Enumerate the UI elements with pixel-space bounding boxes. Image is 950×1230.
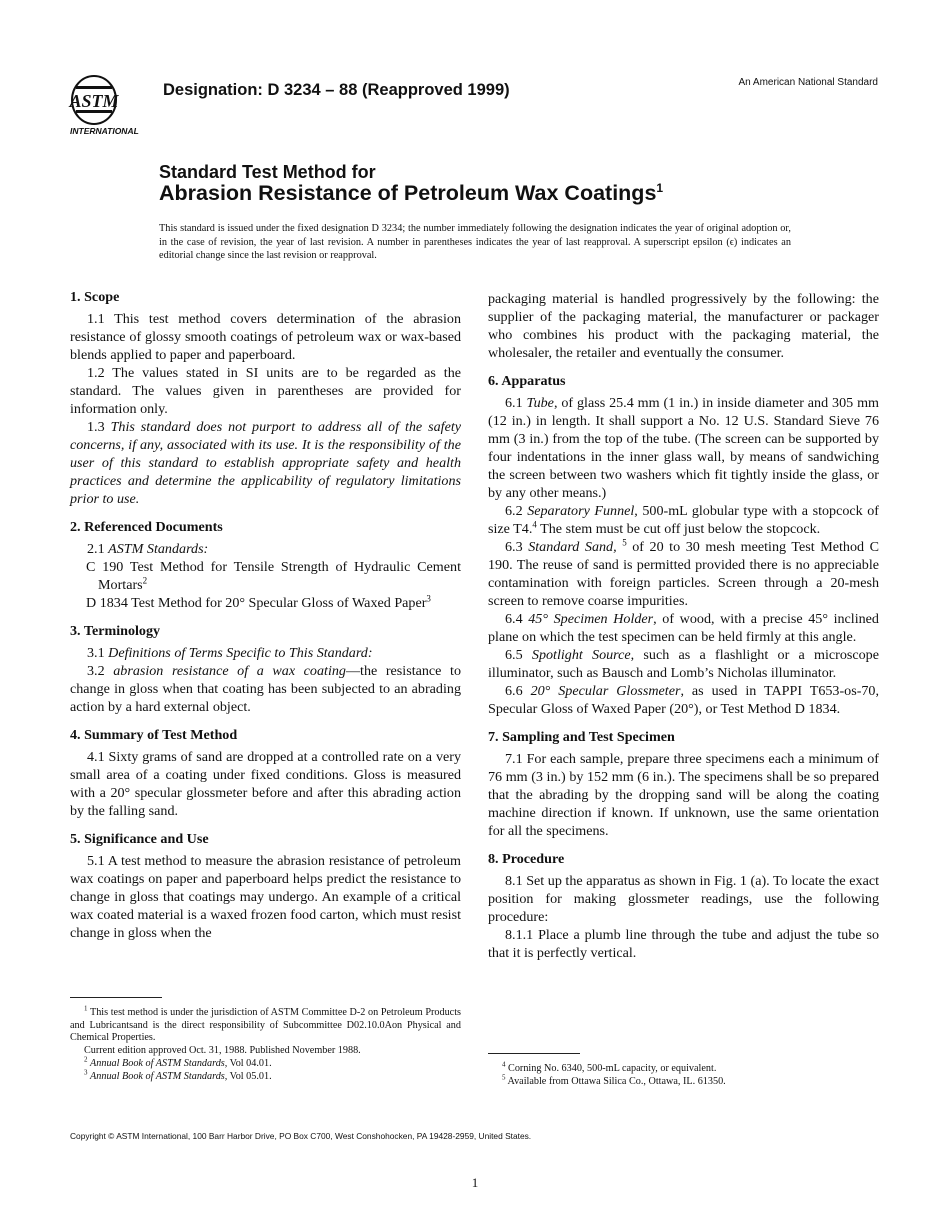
logo-subtext: INTERNATIONAL [70,126,139,136]
copyright-notice: Copyright © ASTM International, 100 Barr Harbor Drive, PO Box C700, West Conshohocken, PA 19428-2959, United States. [70,1131,532,1141]
footnote-4: $^4$ Corning No. 6340, 500-mL capacity, or equivalent. [502,1060,717,1074]
footnote-2: $^2$ Annual Book of ASTM Standards, Vol 04.01. [84,1055,272,1069]
reference-c190: C 190 Test Method for Tensile Strength of Hydraulic Cement Mortars$^2$ [86,559,461,593]
section-heading-scope: 1. Scope [70,289,120,305]
paragraph-8-1: 8.1 Set up the apparatus as shown in Fig. 1 (a). To locate the exact position for making glossmeter readings, use the following procedure: [488,873,879,925]
right-column [488,290,879,962]
designation: Designation: D 3234 – 88 (Reapproved 1999) [163,81,510,99]
paragraph-1-2: 1.2 The values stated in SI units are to be regarded as the standard. The values given in parentheses are provided for information only. [70,365,461,417]
section-heading-summary: 4. Summary of Test Method [70,727,238,743]
section-heading-significance: 5. Significance and Use [70,831,209,847]
footnote-divider-right [488,1053,580,1054]
reference-d1834: D 1834 Test Method for 20° Specular Gloss of Waxed Paper$^3$ [86,593,431,611]
section-heading-sampling: 7. Sampling and Test Specimen [488,729,675,745]
footnotes-right [488,1060,879,1088]
section-heading-terminology: 3. Terminology [70,623,161,639]
section-heading-procedure: 8. Procedure [488,851,565,867]
title-main: Abrasion Resistance of Petroleum Wax Coatings [159,181,657,206]
paragraph-8-1-1: 8.1.1 Place a plumb line through the tube and adjust the tube so that it is perfectly vertical. [488,927,879,961]
title-line-2 [159,181,663,206]
paragraph-4-1: 4.1 Sixty grams of sand are dropped at a controlled rate on a very small area of a coating under fixed conditions. Gloss is measured with a 20° specular glossmeter before and after this abrading action by the falling sand. [70,749,461,819]
paragraph-6-1: 6.1 Tube, of glass 25.4 mm (1 in.) in inside diameter and 305 mm (12 in.) in length. It shall support a No. 12 U.S. Standard Sieve 76 mm (3 in.) from the top of the tube. (The screen can be supported by four indentations in the inner glass wall, by means of sandwiching the screen between two washers which fit tightly inside the glass, or by any other means.) [488,395,879,501]
footnote-divider-left [70,997,162,998]
left-column [70,288,461,942]
footnotes-left [70,1004,461,1083]
paragraph-6-6: 6.6 20° Specular Glossmeter, as used in TAPPI T653-os-70, Specular Gloss of Waxed Paper (20°), or Test Method D 1834. [488,683,880,717]
title-line-1: Standard Test Method for [159,162,376,182]
paragraph-2-1: 2.1 ASTM Standards: [87,541,209,557]
paragraph-6-5: 6.5 Spotlight Source, such as a flashlight or a microscope illuminator, such as Bausch and Lomb’s Nicholas illuminator. [488,647,879,681]
paragraph-6-3: 6.3 Standard Sand, $^5$ of 20 to 30 mesh meeting Test Method C 190. The reuse of sand is permitted provided there is no appreciable contamination with foreign particles. Screen through a 20-mesh screen to remove coarse impurities. [488,537,879,609]
paragraph-1-3: 1.3 This standard does not purport to address all of the safety concerns, if any, associated with its use. It is the responsibility of the user of this standard to establish appropriate safety and health practices and determine the applicability of regulatory limitations prior to use. [70,419,461,507]
footnote-1-edition: Current edition approved Oct. 31, 1988. Published November 1988. [84,1045,361,1057]
paragraph-3-1: 3.1 Definitions of Terms Specific to This Standard: [87,645,373,661]
paragraph-5-1: 5.1 A test method to measure the abrasion resistance of petroleum wax coatings on paper and paperboard helps predict the resistance to change in gloss that coatings may undergo. An example of a critical wax coated material is a waxed frozen food carton, which must resist change in gloss when the [70,853,461,941]
section-heading-referenced-documents: 2. Referenced Documents [70,519,223,535]
logo-lettering: ASTM [69,91,119,111]
paragraph-1-1: 1.1 This test method covers determination of the abrasion resistance of glossy smooth coatings of petroleum wax or wax-based blends applied to paper and paperboard. [70,311,461,363]
title-footnote-ref: 1 [656,181,664,195]
paragraph-3-2: 3.2 abrasion resistance of a wax coating—the resistance to change in gloss when that coating has been subjected to an abrading action by a hard external object. [70,663,461,715]
issued-note: This standard is issued under the fixed designation D 3234; the number immediately following the designation indicates the year of original adoption or, in the case of revision, the year of last revision. A number in parentheses indicates the year of last reapproval. A superscript epsilon (ϵ) indicates an editorial change since the last revision or reapproval. [159,223,791,262]
footnote-1: $^1$ This test method is under the jurisdiction of ASTM Committee D-2 on Petroleum Products and Lubricantsand is the direct responsibility of Subcommittee D02.10.0Aon Physical and Chemical Properties. [70,1004,461,1044]
national-standard-label: An American National Standard [738,77,878,88]
paragraph-6-4: 6.4 45° Specimen Holder, of wood, with a precise 45° inclined plane on which the test specimen can be held firmly at this angle. [488,611,879,645]
astm-logo [68,72,152,138]
footnote-3: $^3$ Annual Book of ASTM Standards, Vol 05.01. [84,1068,272,1082]
footnote-5: $^5$ Available from Ottawa Silica Co., Ottawa, IL. 61350. [502,1073,726,1087]
page-number: 1 [471,1175,479,1190]
section-heading-apparatus: 6. Apparatus [488,373,566,389]
paragraph-7-1: 7.1 For each sample, prepare three specimens each a minimum of 76 mm (3 in.) by 152 mm (6 in.). The specimens shall be so prepared that the abrading by the dropping sand will be along the coating machine direction if known. If unknown, use the same orientation for all the specimens. [488,751,879,839]
paragraph-5-1-continued: packaging material is handled progressively by the following: the supplier of the packaging material, the manufacturer or packager who combines his product with the packaging material, the wholesaler, the retailer and eventually the consumer. [488,291,879,361]
paragraph-6-2: 6.2 Separatory Funnel, 500-mL globular type with a stopcock of size T4.$^4$ The stem must be cut off just below the stopcock. [488,503,879,537]
